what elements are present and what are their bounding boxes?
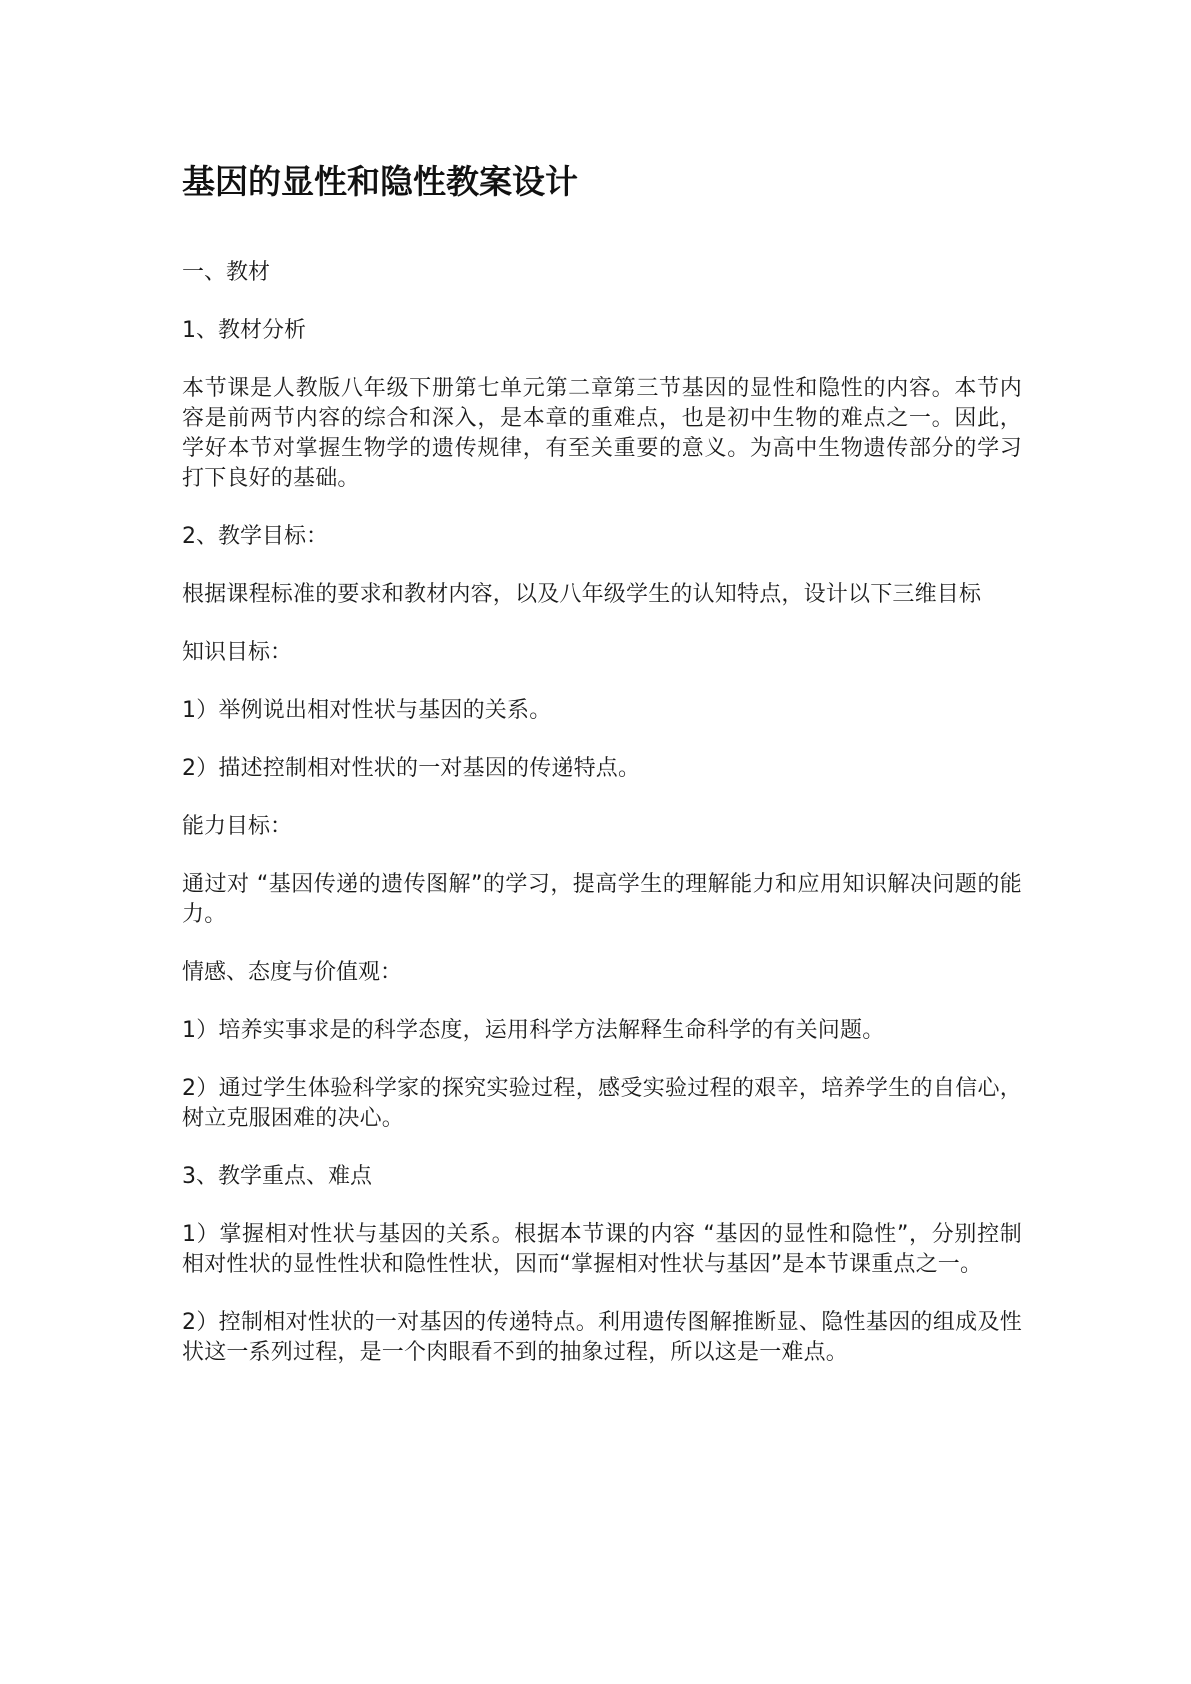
document-body [182,160,1022,1368]
subheading-key-difficult-points: 3、教学重点、难点 [182,1164,372,1189]
document-title: 基因的显性和隐性教案设计 [182,162,578,201]
paragraph-goals-intro: 根据课程标准的要求和教材内容，以及八年级学生的认知特点，设计以下三维目标 [182,582,982,607]
list-item-key-point-1: 1）掌握相对性状与基因的关系。根据本节课的内容 “基因的显性和隐性”，分别控制相对性状的显性性状和隐性性状，因而“掌握相对性状与基因”是本节课重点之一。 [182,1222,1022,1277]
label-knowledge-goals: 知识目标： [182,640,293,665]
list-item-emotion-2: 2）通过学生体验科学家的探究实验过程，感受实验过程的艰辛，培养学生的自信心，树立克服困难的决心。 [182,1076,1022,1131]
list-item-key-point-2: 2）控制相对性状的一对基因的传递特点。利用遗传图解推断显、隐性基因的组成及性状这一系列过程，是一个肉眼看不到的抽象过程，所以这是一难点。 [182,1310,1022,1365]
list-item-knowledge-2: 2）描述控制相对性状的一对基因的传递特点。 [182,756,641,781]
subheading-textbook-analysis: 1、教材分析 [182,318,306,343]
paragraph-ability-goal: 通过对 “基因传递的遗传图解”的学习，提高学生的理解能力和应用知识解决问题的能力。 [182,872,1022,927]
label-emotion-values: 情感、态度与价值观： [182,960,403,985]
subheading-teaching-goals: 2、教学目标： [182,524,328,549]
list-item-emotion-1: 1）培养实事求是的科学态度，运用科学方法解释生命科学的有关问题。 [182,1018,885,1043]
label-ability-goals: 能力目标： [182,814,293,839]
paragraph-textbook-analysis: 本节课是人教版八年级下册第七单元第二章第三节基因的显性和隐性的内容。本节内容是前两节内容的综合和深入，是本章的重难点，也是初中生物的难点之一。因此，学好本节对掌握生物学的遗传规律，有至关重要的意义。为高中生物遗传部分的学习打下良好的基础。 [182,376,1022,491]
section-heading-textbook: 一、教材 [182,260,271,285]
list-item-knowledge-1: 1）举例说出相对性状与基因的关系。 [182,698,552,723]
